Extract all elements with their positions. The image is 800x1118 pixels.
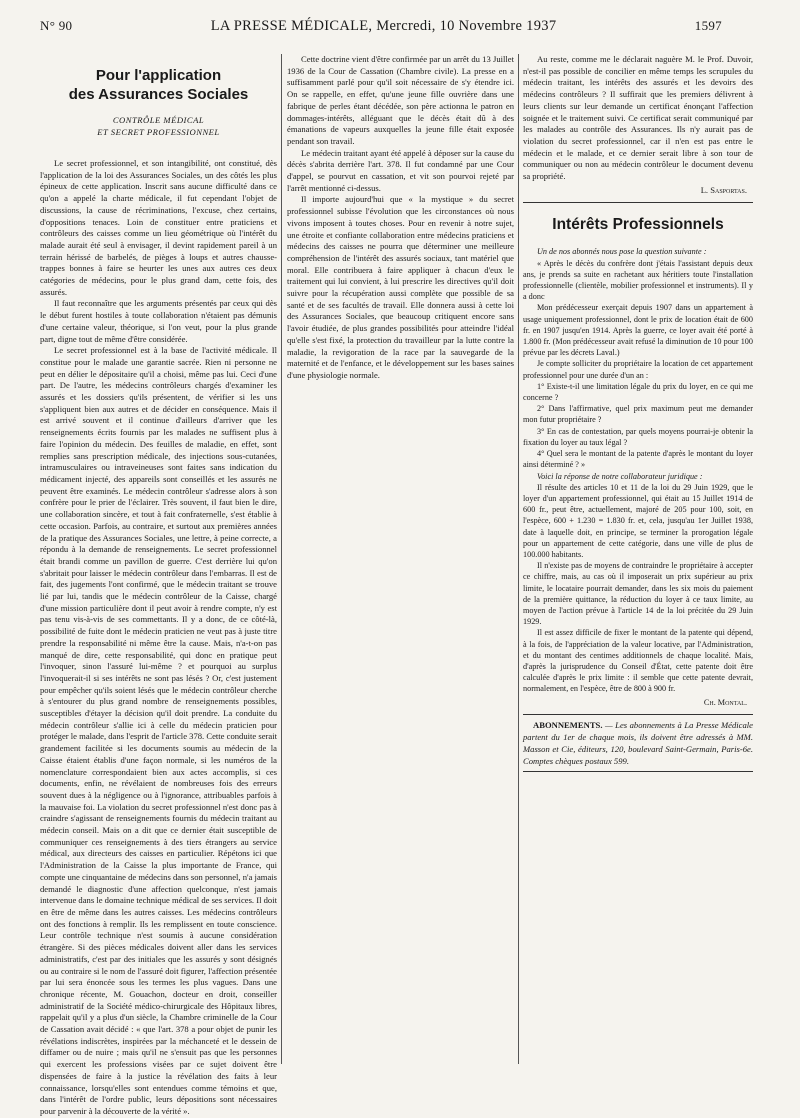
article-subtitle (40, 114, 277, 138)
question-paragraph: 2° Dans l'affirmative, quel prix maximum peut me demander mon futur propriétaire ? (523, 404, 753, 425)
answer-intro: Voici la réponse de notre collaborateur juridique : (537, 471, 703, 481)
article-title-line-2: des Assurances Sociales (68, 86, 249, 103)
question-paragraph: « Après le décès du confrère dont j'étais l'assistant depuis deux ans, je prends sa suite en rachetant aux héritiers toute l'installation professionnelle (clientèle, mobilier professionnel et instruments). Il y a donc (523, 258, 753, 302)
answer-paragraph: Il n'existe pas de moyens de contraindre le propriétaire à accepter ce chiffre, mais, au cas où il imposerait un prix supérieur au prix limite, le locataire pourrait demander, dans les six mois du paiement de la première quittance, la réduction du loyer à ce taux limite, au moyen de l'action prévue à l'article 14 de la loi précitée du 29 Juin 1929. (523, 561, 753, 627)
answer-paragraph: Il est assez difficile de fixer le montant de la patente qui dépend, à la fois, de l'appréciation de la valeur locative, par l'Administration, et du montant des centimes additionnels de chaque localité. Mais, d'après la jurisprudence du Conseil d'État, cette patente doit être calculée d'après le prix limite : il semble que cette patente devrait, normalement, en l'espèce, être de 800 à 900 fr. (523, 628, 753, 694)
column-1 (40, 54, 277, 1116)
paragraph: Au reste, comme me le déclarait naguère M. le Prof. Duvoir, n'est-il pas possible de concilier en même temps les scrupules du médecin traitant, les intérêts des assurés et les devoirs des médecins contrôleurs ? Il suffirait que les premiers délivrent à leurs clients sur leur demande un certificat énonçant l'affection soignée et le traitement suivi. Ce certificat serait communiqué par les malades au contrôle des Assurances. Ils n'y aurait pas de violation du secret professionnel, car il n'en est pas entre le médecin et le malade, et ce dernier serait libre à son tour de communiquer ou non au médecin contrôleur le document devenu sa propriété. (523, 54, 753, 182)
subscriptions-text: — Les abonnements à La Presse Médicale partent du 1er de chaque mois, ils doivent être adressés à MM. Masson et Cie, éditeurs, 120, boulevard Saint-Germain, Paris-6e. Comptes chèques postaux 599. (523, 719, 753, 766)
question-paragraph: 4° Quel sera le montant de la patente d'après le montant du loyer ainsi déterminé ? » (523, 449, 753, 470)
column-divider (281, 54, 282, 1064)
column-2 (287, 54, 514, 1064)
section-title: Intérêts Professionnels (552, 216, 724, 234)
section-divider (523, 202, 753, 203)
paragraph: Cette doctrine vient d'être confirmée par un arrêt du 13 Juillet 1936 de la Cour de Cassation (Chambre civile). La presse en a suffisamment parlé pour qu'il soit nécessaire de s'y étendre ici. On se rappelle, en effet, qu'une jeune fille ouvrière dans une fabrique de perles étant décédée, son père actionna le patron en dommages-intérêts, alléguant que le décès était dû à des émanations de vapeurs auxquelles la jeune fille était exposée pendant son travail. (287, 54, 514, 146)
subtitle-line-2: ET SECRET PROFESSIONNEL (97, 127, 220, 137)
article-title (40, 66, 277, 104)
page-number: 1597 (694, 18, 722, 33)
signature: Ch. Montal. (703, 697, 747, 707)
paragraph: Il faut reconnaître que les arguments présentés par ceux qui dès le début furent hostiles à toute collaboration n'étaient pas démunis d'une certaine valeur, théorique, si l'on veut, pour la plus grande part, digne tout de même d'être considérée. (40, 298, 277, 344)
question-paragraph: 1° Existe-t-il une limitation légale du prix du loyer, en ce qui me concerne ? (523, 381, 753, 403)
question-paragraph: Je compte solliciter du propriétaire la location de cet appartement professionnel pour une durée d'un an : (523, 359, 753, 380)
question-intro: Un de nos abonnés nous pose la question suivante : (537, 247, 707, 257)
question-paragraph: 3° En cas de contestation, par quels moyens pourrai-je obtenir la fixation du loyer au taux légal ? (523, 426, 753, 447)
question-paragraph: Mon prédécesseur exerçait depuis 1907 dans un appartement à usage uniquement professionnel, dont le prix de location était de 600 fr. en 1907 jusqu'en 1914. Après la guerre, ce loyer avait été porté à 1.800 fr. (Mon prédécesseur avait refusé la diminution de 10 pour 100 prévue par les décrets Laval.) (523, 303, 753, 358)
issue-number: N° 90 (40, 18, 73, 33)
subtitle-line-1: CONTRÔLE MÉDICAL (112, 115, 205, 125)
subscriptions-notice (523, 719, 753, 767)
signature: L. Sasportas. (700, 184, 747, 195)
paragraph: Le médecin traitant ayant été appelé à déposer sur la cause du décès s'abrita derrière l'art. 378. Il fut condamné par une Cour d'appel, se pourvut en cassation, et vit son pourvoi rejeté par l'arrêt mentionné ci-dessus. (287, 147, 514, 193)
journal-title: LA PRESSE MÉDICALE, Mercredi, 10 Novembre 1937 (210, 18, 557, 34)
paragraph: Le secret professionnel est à la base de l'activité médicale. Il constitue pour le malade une garantie sacrée. Rien ni personne ne peut en délier le dépositaire qu'il a choisi, même pas lui. Ceci d'une part. De l'autre, les médecins contrôleurs chargés d'examiner les assurés et les dossiers qu'ils présentent, de vérifier si les uns s'appliquent bien aux autres et de décider en conséquence. Mais il est arrivé souvent et il continue d'ailleurs d'arriver que les renseignements écrits fournis par les malades ne suffisent plus à faire l'opinion du médecin. Des feuilles de maladie, en effet, sont remplies sans prescription médicale, des injections sous-cutanées, intramusculaires ou intraveineuses sont faites sans indication du médicament injecté, des appareils sont conseillés et les assurés ne peuvent être examinés. Le médecin contrôleur s'adresse alors à son confrère pour le prier de l'éclairer. Très souvent, il faut bien le dire, une collaboration sincère, et tout à fait confraternelle, s'est établie à cette occasion. Parfois, au contraire, et surtout aux premières années de la pratique des Assurances Sociales, une lettre, à peine correcte, a répondu à la demande de renseignements. Le secret professionnel était brandi comme un pavillon de guerre. C'est derrière lui qu'on s'abritait pour laisser le médecin contrôleur dans l'embarras. Il est de fait, des jugements l'ont confirmé, que le médecin traitant se trouve lié par lui, tandis que le médecin contrôleur de la Caisse, chargé d'une mission particulière dont il peut avoir à rendre compte, n'y est pas tenu vis-à-vis de ses commettants. Il y a donc, de ce côté-là, possibilité de fuite dont le médecin praticien ne veut pas à juste titre prendre la responsabilité ni même être la cause. Mais, n'a-t-on pas manqué de dire, cette responsabilité, qui donc en pratique peut l'invoquer, sinon l'assuré lui-même ? et pourquoi au surplus l'invoquerait-il si ses intérêts ne sont pas lésés ? Or, c'est justement pour empêcher qu'ils soient lésés que le médecin contrôleur cherche à s'entourer du plus grand nombre de renseignements possibles, susceptibles d'étayer la décision qu'il doit prendre. La conduite du médecin contrôleur s'allie ici à celle du médecin praticien pour protéger le malade, dans l'esprit de l'article 378. Cette conduite serait grandement facilitée si les documents soumis au médecin de la Caisse étaient établis d'une façon normale, si les numéros de la nomenclature correspondaient bien aux actes accomplis, si ces documents, enfin, ne révélaient de nombreuses fois des erreurs souvent dues à la négligence ou à l'ignorance, attribuables parfois à la mauvaise foi. La violation du secret professionnel n'est donc pas à craindre s'agissant de renseignements fournis du médecin traitant au médecin conseil. Mais on a dit que ce dernier était susceptible de communiquer ces renseignements à des tiers étrangers au service médical, aux directeurs des caisses en particulier. Répétons ici que l'Administration de la Caisse la plus importante de France, qui compte une cinquantaine de médecins dans son personnel, n'a jamais demandé le diagnostic d'une affection quelconque, n'est jamais intervenue dans le domaine technique médical de ses services. Il doit en être de même dans les autres caisses. Les médecins contrôleurs ont des fonctions à remplir. Ils les remplissent en toute conscience. Leur contrôle technique n'est soumis à aucune considération étrangère. Si des pièces médicales doivent aller dans les services administratifs, c'est par des initiales que les assurés y sont désignés ou au contraire si le nom de l'assuré doit figurer, l'affection présentée par lui sera énoncée sous les termes les plus vagues. Dans une chronique récente, M. Gouachon, docteur en droit, conseiller administratif de la Société médico-chirurgicale des Hôpitaux libres, rappelait qu'il y a plus d'un siècle, la Chambre criminelle de la Cour de Cassation avait décidé : « que l'art. 378 a pour objet de punir les révélations indiscrètes, inspirées par la méchanceté et le dessein de diffamer ou de nuire ; mais qu'il ne s'ensuit pas que les personnes qui exercent les professions visées par ce sujet doivent être dispensées de faire à la justice la révélation des faits à leur connaissance, lorsqu'elles sont entendues comme témoins et que, dans l'intérêt de l'ordre public, leurs dépositions sont nécessaires pour parvenir à la découverte de la vérité ». (40, 345, 277, 1116)
column-divider (518, 54, 519, 1064)
article-title-line-1: Pour l'application (95, 67, 222, 84)
paragraph: Il importe aujourd'hui que « la mystique » du secret professionnel subisse l'évolution que les circonstances où nous vivons imposent à toutes choses. Pour en revenir à notre sujet, une étroite et confiante collaboration entre médecins praticiens et médecins des caisses ne pourra que déterminer une meilleure compréhension de l'intérêt des assurés sociaux, tant matériel que moral. Elle contribuera à faire appliquer à chacun d'eux le traitement qui lui convient, à lui prescrire les directives qu'il doit suivre pour la récupération aussi complète que possible de sa santé et de ses facultés de travail. Elle donnera aussi à cette loi des Assurances Sociales, que beaucoup critiquent encore sans l'avoir étudiée, de plus grandes possibilités pour atteindre l'idéal qu'elle s'est fixé, la protection du travailleur par la lutte contre la maladie, la revigoration de la race par la sauvegarde de la maternité et de l'enfance, et le développement sur les bases saines d'une physiologie normale. (287, 194, 514, 380)
section-divider (523, 771, 753, 772)
answer-paragraph: Il résulte des articles 10 et 11 de la loi du 29 Juin 1929, que le loyer d'un appartement professionnel, qui était au 15 Juillet 1914 de 600 fr., peut être, actuellement, majoré de 205 pour 100, soit, en l'espèce, 600 + 1.230 = 1.830 fr. et, cela, jusqu'au 1er Juillet 1938, date à laquelle doit, en principe, se terminer la prorogation légale pour un appartement de cette catégorie, dans une ville de plus de 100.000 habitants. (523, 482, 753, 559)
column-3 (523, 54, 753, 1064)
paragraph: Le secret professionnel, et son intangibilité, ont constitué, dès l'application de la loi des Assurances Sociales, un des côtés les plus épineux de cette application. Inscrit sans aucune difficulté dans ce qu'on a appelé la charte médicale, il fut cependant l'objet de discussions, la cause de récriminations, l'excuse, chez certains, d'oppositions tenaces. Loin de constituer entre praticiens et contrôleurs des caisses comme un lieu géométrique où l'intérêt du malade aurait été seul à envisager, il devint rapidement pareil à un terrain hérissé de barbelés, de pièges à loups et autres chausse-trappes bonnes à faire se heurter les unes aux autres ces deux catégories de médecins, pour le plus grand dam, cette fois, des assurés. (40, 158, 277, 297)
section-divider (523, 714, 753, 715)
subscriptions-label: ABONNEMENTS. (533, 719, 603, 730)
page-header (40, 18, 722, 42)
